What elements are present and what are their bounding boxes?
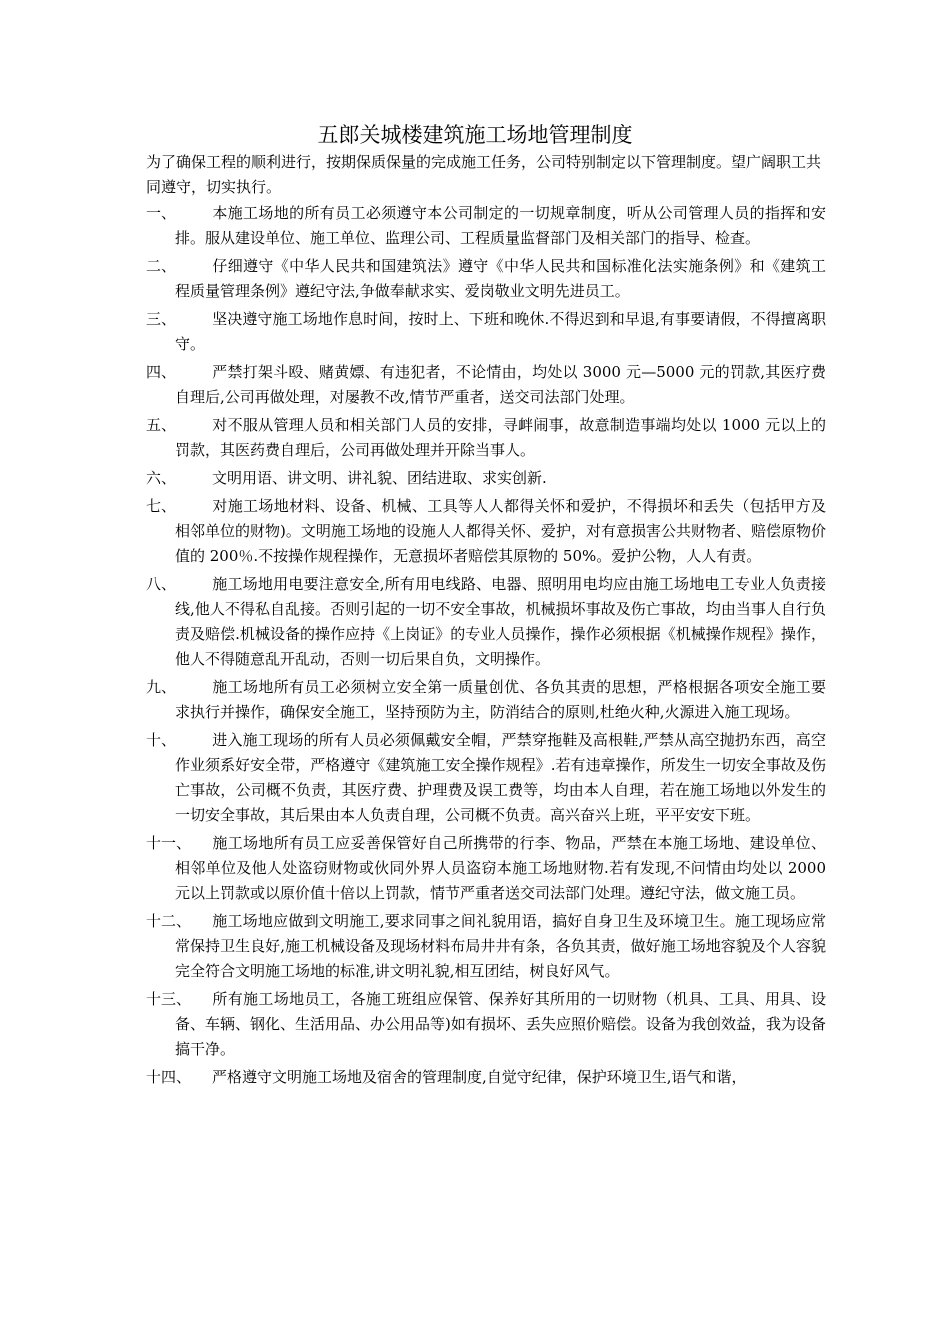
article-item: [146, 201, 826, 251]
article-item: [146, 494, 826, 569]
article-text: 仔细遵守《中华人民共和国建筑法》遵守《中华人民共和国标准化法实施条例》和《建筑工程质量管理条例》遵纪守法,争做奉献求实、爱岗敬业文明先进员工。: [175, 257, 826, 300]
article-text: 严禁打架斗殴、赌黄嫖、有违犯者，不论情由，均处以 3000 元—5000 元的罚款,其医疗费自理后,公司再做处理，对屡教不改,情节严重者，送交司法部门处理。: [175, 363, 826, 406]
article-number: 十四、: [146, 1068, 192, 1086]
article-text: 坚决遵守施工场地作息时间，按时上、下班和晚休.不得迟到和早退,有事要请假，不得擅离职守。: [175, 310, 826, 353]
article-item: [146, 307, 826, 357]
document-title: 五郎关城楼建筑施工场地管理制度: [317, 123, 633, 147]
article-item: [146, 831, 826, 906]
article-number: 六、: [146, 469, 177, 487]
article-item: [146, 360, 826, 410]
article-number: 四、: [146, 363, 177, 381]
article-list: [146, 201, 826, 1093]
intro-paragraph: 为了确保工程的顺利进行，按期保质保量的完成施工任务，公司特别制定以下管理制度。望广阔职工共同遵守，切实执行。: [146, 153, 822, 196]
article-item: [146, 572, 826, 672]
article-text: 严格遵守文明施工场地及宿舍的管理制度,自觉守纪律，保护环境卫生,语气和谐，: [212, 1068, 747, 1086]
article-item: [146, 1065, 826, 1090]
article-number: 三、: [146, 310, 177, 328]
article-number: 七、: [146, 497, 177, 515]
article-text: 施工场地应做到文明施工,要求同事之间礼貌用语，搞好自身卫生及环境卫生。施工现场应常常保持卫生良好,施工机械设备及现场材料布局井井有条，各负其责，做好施工场地容貌及个人容貌完全符合文明施工场地的标准,讲文明礼貌,相互团结，树良好风气。: [175, 912, 826, 980]
article-item: [146, 254, 826, 304]
article-item: [146, 413, 826, 463]
article-number: 一、: [146, 204, 177, 222]
article-number: 八、: [146, 575, 177, 593]
article-text: 文明用语、讲文明、讲礼貌、团结进取、求实创新.: [212, 469, 547, 487]
article-text: 进入施工现场的所有人员必须佩戴安全帽，严禁穿拖鞋及高根鞋,严禁从高空抛扔东西，高空作业须系好安全带，严格遵守《建筑施工安全操作规程》.若有违章操作，所发生一切安全事故及伤亡事故，公司概不负责，其医疗费、护理费及误工费等，均由本人自理，若在施工场地以外发生的一切安全事故，其后果由本人负责自理，公司概不负责。高兴奋兴上班，平平安安下班。: [175, 731, 826, 824]
article-text: 所有施工场地员工，各施工班组应保管、保养好其所用的一切财物（机具、工具、用具、设备、车辆、钢化、生活用品、办公用品等)如有损坏、丢失应照价赔偿。设备为我创效益，我为设备搞干净。: [175, 990, 826, 1058]
article-number: 九、: [146, 678, 177, 696]
article-text: 对不服从管理人员和相关部门人员的安排，寻衅闹事，故意制造事端均处以 1000 元以上的罚款，其医药费自理后，公司再做处理并开除当事人。: [175, 416, 826, 459]
article-item: [146, 909, 826, 984]
article-number: 五、: [146, 416, 177, 434]
article-item: [146, 675, 826, 725]
article-number: 十一、: [146, 834, 192, 852]
article-number: 二、: [146, 257, 177, 275]
article-number: 十三、: [146, 990, 192, 1008]
article-number: 十、: [146, 731, 177, 749]
article-text: 施工场地用电要注意安全,所有用电线路、电器、照明用电均应由施工场地电工专业人负责接线,他人不得私自乱接。否则引起的一切不安全事故，机械损坏事故及伤亡事故，均由当事人自行负责及赔偿.机械设备的操作应持《上岗证》的专业人员操作，操作必须根据《机械操作规程》操作，他人不得随意乱开乱动，否则一切后果自负，文明操作。: [175, 575, 826, 668]
article-item: [146, 987, 826, 1062]
article-item: [146, 728, 826, 828]
article-text: 本施工场地的所有员工必须遵守本公司制定的一切规章制度，听从公司管理人员的指挥和安排。服从建设单位、施工单位、监理公司、工程质量监督部门及相关部门的指导、检查。: [175, 204, 826, 247]
article-item: [146, 466, 826, 491]
article-text: 施工场地所有员工应妥善保管好自己所携带的行李、物品，严禁在本施工场地、建设单位、相邻单位及他人处盗窃财物或伙同外界人员盗窃本施工场地财物.若有发现,不问情由均处以 2000 元以上罚款或以原价值十倍以上罚款，情节严重者送交司法部门处理。遵纪守法，做文施工员。: [175, 834, 826, 902]
article-text: 施工场地所有员工必须树立安全第一质量创优、各负其责的思想，严格根据各项安全施工要求执行并操作，确保安全施工，坚持预防为主，防消结合的原则,杜绝火种,火源进入施工现场。: [175, 678, 826, 721]
article-text: 对施工场地材料、设备、机械、工具等人人都得关怀和爱护，不得损坏和丢失（包括甲方及相邻单位的财物)。文明施工场地的设施人人都得关怀、爱护，对有意损害公共财物者、赔偿原物价值的 200％.不按操作规程操作，无意损坏者赔偿其原物的 50%。爱护公物，人人有责。: [175, 497, 826, 565]
article-number: 十二、: [146, 912, 192, 930]
